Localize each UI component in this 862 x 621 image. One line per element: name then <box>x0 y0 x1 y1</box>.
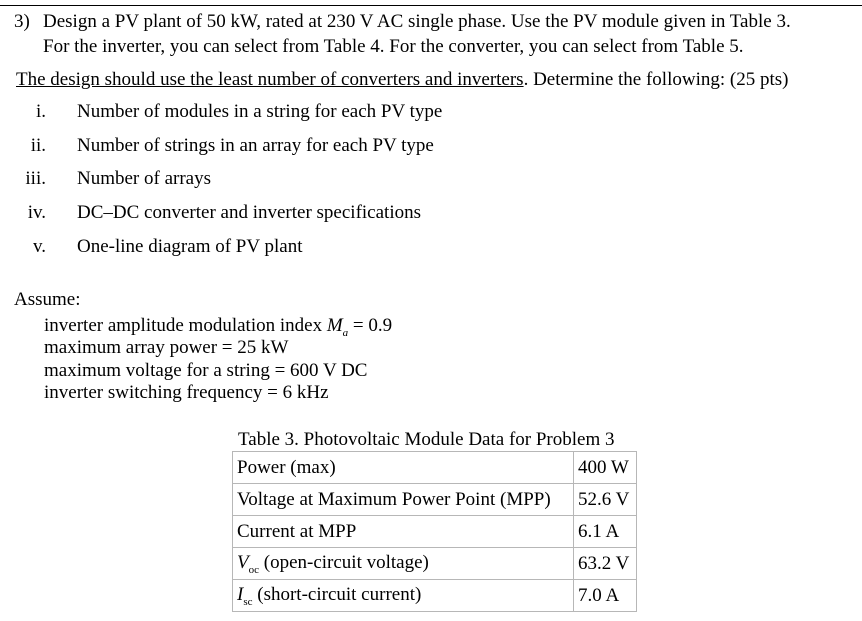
table-cell-label <box>233 516 574 548</box>
list-numeral: iv. <box>27 202 46 223</box>
table-row <box>233 548 637 580</box>
isc-symbol: I <box>237 583 244 605</box>
list-text: Number of modules in a string for each PV type <box>77 101 443 122</box>
table-row <box>233 484 637 516</box>
question-line-2: For the inverter, you can select from Table 4. For the converter, you can select from Table 5. <box>43 36 744 57</box>
modulation-symbol: M <box>326 315 343 336</box>
instruction-rest: . Determine the following: (25 pts) <box>523 69 789 90</box>
table-cell-label <box>233 548 574 580</box>
assume-line: maximum voltage for a string = 600 V DC <box>44 360 368 381</box>
modulation-value: = 0.9 <box>348 315 393 336</box>
question-text <box>43 9 853 59</box>
assume-line: inverter switching frequency = 6 kHz <box>44 382 329 403</box>
row-label: Current at MPP <box>237 520 357 542</box>
row-label: (short-circuit current) <box>252 583 422 605</box>
assume-heading: Assume: <box>14 289 81 310</box>
table-cell-label <box>233 484 574 516</box>
list-numeral: i. <box>35 101 46 122</box>
instruction-underlined: The design should use the least number of converters and inverters <box>16 69 524 90</box>
table-cell-value: 6.1 A <box>574 516 637 548</box>
table-row <box>233 452 637 484</box>
table-row <box>233 516 637 548</box>
row-label: (open-circuit voltage) <box>259 551 429 573</box>
table-cell-label <box>233 580 574 612</box>
list-numeral: iii. <box>25 168 46 189</box>
table-caption: Table 3. Photovoltaic Module Data for Problem 3 <box>238 429 615 450</box>
list-numeral: v. <box>32 236 46 257</box>
assume-modulation-label: inverter amplitude modulation index <box>44 315 327 336</box>
voc-symbol: V <box>237 551 249 573</box>
list-text: Number of strings in an array for each PV type <box>77 135 434 156</box>
row-label: Voltage at Maximum Power Point (MPP) <box>237 488 551 510</box>
isc-subscript: sc <box>243 595 253 608</box>
voc-subscript: oc <box>248 563 259 576</box>
list-text: One-line diagram of PV plant <box>77 236 303 257</box>
question-line-1: Design a PV plant of 50 kW, rated at 230 V AC single phase. Use the PV module given in Table 3. <box>43 11 791 32</box>
row-label: Power (max) <box>237 456 336 478</box>
table-cell-value: 63.2 V <box>574 548 637 580</box>
table-cell-value: 7.0 A <box>574 580 637 612</box>
module-data-table <box>232 451 637 612</box>
question-number: 3) <box>14 11 30 32</box>
table-cell-value: 400 W <box>574 452 637 484</box>
modulation-subscript: a <box>342 326 349 339</box>
top-rule <box>0 5 862 6</box>
instruction <box>16 67 788 92</box>
assume-line: maximum array power = 25 kW <box>44 337 289 358</box>
list-text: Number of arrays <box>77 168 212 189</box>
table-row <box>233 580 637 612</box>
table-cell-value: 52.6 V <box>574 484 637 516</box>
table-cell-label <box>233 452 574 484</box>
list-numeral: ii. <box>30 135 46 156</box>
list-text: DC–DC converter and inverter specifications <box>77 202 421 223</box>
